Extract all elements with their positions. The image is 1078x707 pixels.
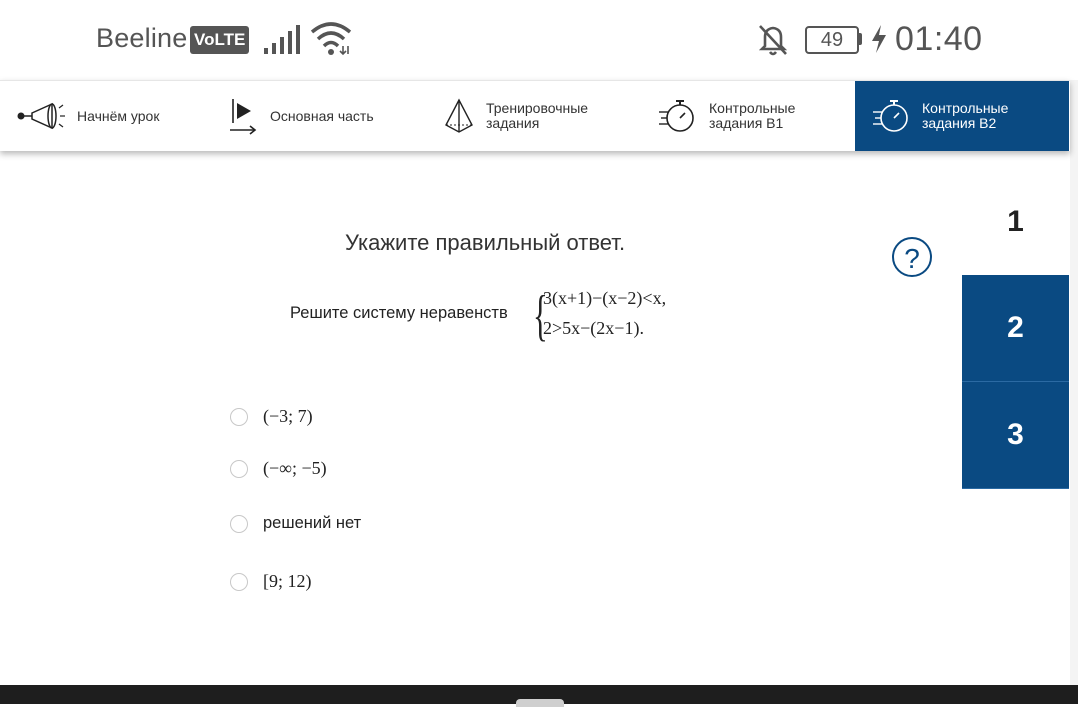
option-text: [9; 12) — [263, 571, 312, 591]
tab-label: Основная часть — [270, 107, 374, 124]
tab-label: Тренировочные задания — [486, 100, 589, 131]
nav-handle[interactable] — [516, 699, 564, 707]
help-button[interactable]: ? — [892, 237, 932, 277]
charging-icon — [870, 24, 888, 54]
play-icon — [230, 97, 258, 135]
inequality-2: 2>5x−(2x−1). — [543, 318, 644, 338]
battery-tip — [859, 33, 862, 45]
tab-control-tasks-b2[interactable] — [855, 81, 1069, 151]
megaphone-icon — [16, 99, 66, 133]
answer-option[interactable] — [230, 406, 313, 427]
tab-control-tasks-b1[interactable] — [646, 81, 855, 151]
option-text: решений нет — [263, 514, 362, 532]
tab-main-part[interactable] — [200, 81, 424, 151]
radio-button[interactable] — [230, 515, 248, 533]
tab-label: Контрольные задания В1 — [709, 100, 796, 131]
stopwatch-icon — [872, 97, 910, 135]
option-text: (−3; 7) — [263, 406, 313, 426]
tab-start-lesson[interactable] — [0, 81, 200, 151]
battery-level: 49 — [805, 26, 859, 54]
tab-label: Контрольные задания В2 — [922, 100, 1009, 131]
option-text: (−∞; −5) — [263, 458, 327, 478]
lesson-tab-bar — [0, 80, 1070, 151]
radio-button[interactable] — [230, 408, 248, 426]
question-number-2[interactable]: 2 — [962, 275, 1069, 382]
question-prompt: Решите систему неравенств — [290, 304, 508, 322]
answer-option[interactable] — [230, 458, 327, 479]
wifi-icon — [310, 22, 352, 58]
clock: 01:40 — [895, 20, 983, 58]
tab-label: Начнём урок — [77, 107, 160, 124]
question-nav — [962, 168, 1069, 489]
signal-icon — [264, 24, 302, 56]
answer-option[interactable] — [230, 514, 361, 533]
carrier-name: Beeline — [96, 23, 188, 53]
question-heading: Укажите правильный ответ. — [345, 230, 626, 255]
answer-option[interactable] — [230, 571, 312, 592]
system-brace: { — [533, 285, 548, 347]
pyramid-icon — [444, 98, 474, 134]
right-edge — [1070, 80, 1078, 685]
question-number-1[interactable]: 1 — [962, 168, 1069, 275]
status-bar — [0, 0, 1078, 80]
inequality-1: 3(x+1)−(x−2)<x, — [543, 288, 667, 308]
volte-badge: VoLTE — [190, 26, 249, 54]
question-number-3[interactable]: 3 — [962, 382, 1069, 489]
radio-button[interactable] — [230, 460, 248, 478]
tab-training-tasks[interactable] — [424, 81, 646, 151]
mute-bell-icon — [756, 22, 790, 58]
stopwatch-icon — [658, 97, 696, 135]
radio-button[interactable] — [230, 573, 248, 591]
